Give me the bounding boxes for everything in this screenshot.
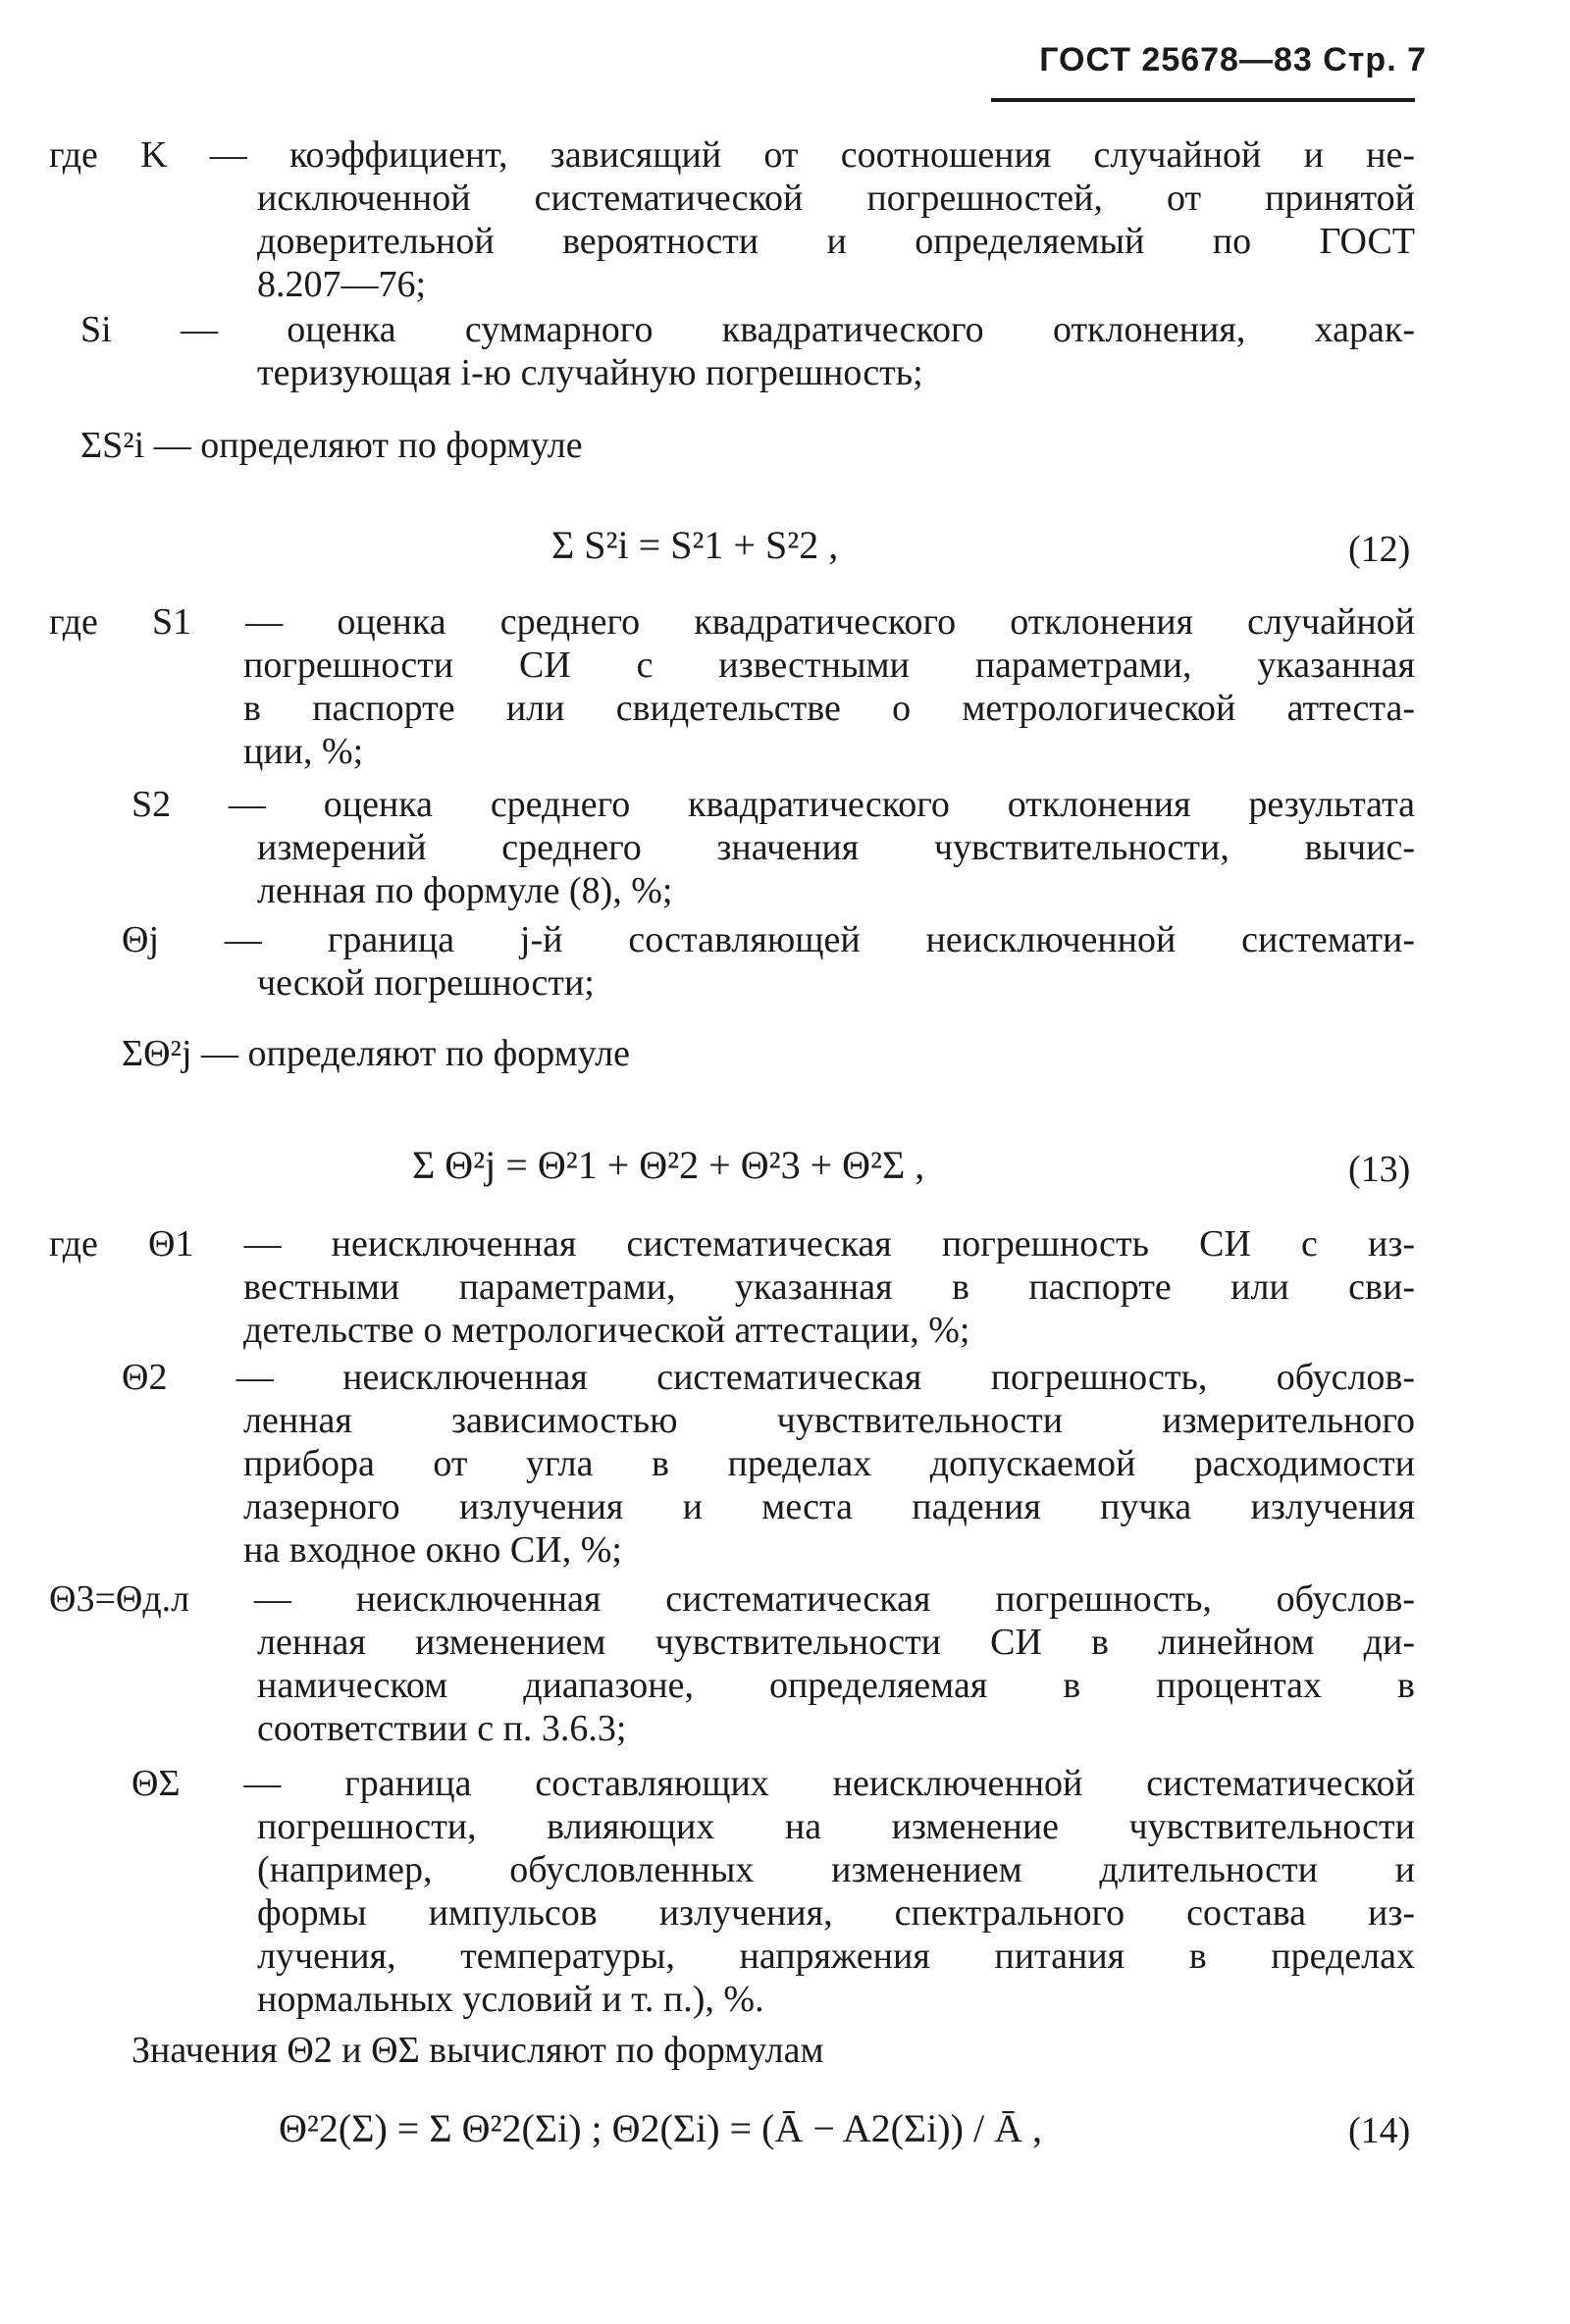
- text-line: ΣΘ²j — определяют по формуле: [122, 1033, 630, 1074]
- text-line: Значения Θ2 и ΘΣ вычисляют по формулам: [131, 2030, 824, 2071]
- text-line: формы импульсов излучения, спектрального состава из-: [257, 1892, 1415, 1934]
- text-line: где K — коэффициент, зависящий от соотношения случайной и не-: [49, 134, 1415, 176]
- text-line: ции, %;: [243, 731, 364, 772]
- formula-number-14: (14): [1348, 2110, 1411, 2151]
- text-line: ленная по формуле (8), %;: [257, 870, 673, 911]
- text-line: детельстве о метрологической аттестации, %;: [243, 1310, 970, 1351]
- text-line: нормальных условий и т. п.), %.: [257, 1979, 764, 2020]
- text-line: доверительной вероятности и определяемый по ГОСТ: [257, 221, 1415, 262]
- text-line: Θ2 — неисключенная систематическая погрешность, обуслов-: [122, 1357, 1415, 1398]
- text-line: где S1 — оценка среднего квадратического отклонения случайной: [49, 601, 1415, 643]
- text-line: в паспорте или свидетельстве о метрологической аттеста-: [243, 688, 1415, 729]
- formula-number-12: (12): [1348, 529, 1411, 570]
- text-line: измерений среднего значения чувствительности, вычис-: [257, 827, 1415, 868]
- formula-13: Σ Θ²j = Θ²1 + Θ²2 + Θ²3 + Θ²Σ ,: [412, 1143, 925, 1187]
- text-line: (например, обусловленных изменением длительности и: [257, 1849, 1415, 1890]
- text-line: лучения, температуры, напряжения питания в пределах: [257, 1936, 1415, 1977]
- text-line: погрешности, влияющих на изменение чувствительности: [257, 1806, 1415, 1847]
- text-line: S2 — оценка среднего квадратического отклонения результата: [131, 784, 1415, 825]
- text-line: Si — оценка суммарного квадратического отклонения, харак-: [80, 309, 1415, 350]
- header-rule: [991, 98, 1415, 102]
- text-line: намическом диапазоне, определяемая в процентах в: [257, 1665, 1415, 1706]
- text-line: ческой погрешности;: [257, 962, 595, 1004]
- text-line: на входное окно СИ, %;: [243, 1529, 622, 1571]
- text-line: исключенной систематической погрешностей, от принятой: [257, 178, 1415, 219]
- text-line: Θj — граница j-й составляющей неисключенной системати-: [122, 919, 1415, 960]
- text-line: прибора от угла в пределах допускаемой расходимости: [243, 1443, 1415, 1484]
- text-line: Θ3=Θд.л — неисключенная систематическая погрешность, обуслов-: [49, 1578, 1415, 1620]
- text-line: погрешности СИ с известными параметрами, указанная: [243, 645, 1415, 686]
- page-header: ГОСТ 25678—83 Стр. 7: [1039, 41, 1427, 78]
- text-line: ΘΣ — граница составляющих неисключенной систематической: [131, 1763, 1415, 1804]
- text-line: ΣS²i — определяют по формуле: [80, 425, 583, 466]
- formula-number-13: (13): [1348, 1149, 1411, 1190]
- text-line: соответствии с п. 3.6.3;: [257, 1708, 627, 1749]
- text-line: теризующая i-ю случайную погрешность;: [257, 352, 923, 393]
- formula-12: Σ S²i = S²1 + S²2 ,: [551, 523, 839, 567]
- formula-14: Θ²2(Σ) = Σ Θ²2(Σi) ; Θ2(Σi) = (Ā − A2(Σi)) / Ā ,: [279, 2106, 1042, 2150]
- text-line: где Θ1 — неисключенная систематическая погрешность СИ с из-: [49, 1223, 1415, 1265]
- text-line: ленная изменением чувствительности СИ в линейном ди-: [257, 1622, 1415, 1663]
- text-line: 8.207—76;: [257, 264, 427, 305]
- text-line: лазерного излучения и места падения пучка излучения: [243, 1486, 1415, 1527]
- text-line: вестными параметрами, указанная в паспорте или сви-: [243, 1266, 1415, 1308]
- text-line: ленная зависимостью чувствительности измерительного: [243, 1400, 1415, 1441]
